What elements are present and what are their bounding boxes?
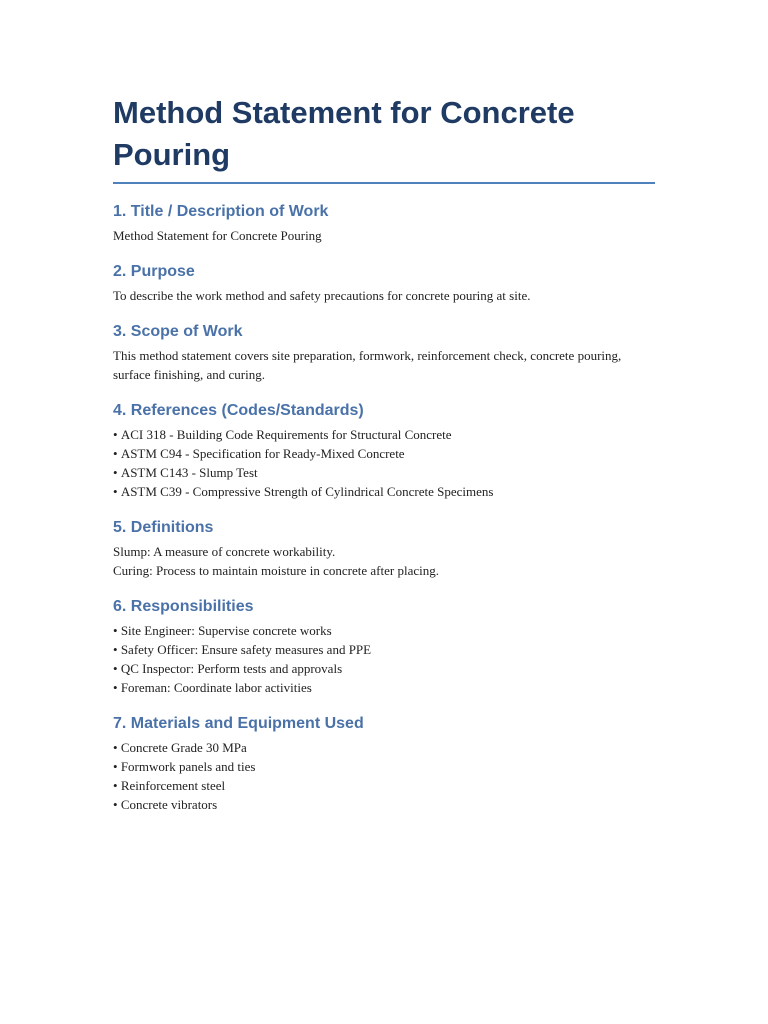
list-item: • ASTM C143 - Slump Test xyxy=(113,463,658,482)
section-heading: 4. References (Codes/Standards) xyxy=(113,402,364,419)
list-item: • Concrete Grade 30 MPa xyxy=(113,738,658,757)
section-text: Method Statement for Concrete Pouring xyxy=(113,228,322,243)
list-item: • Formwork panels and ties xyxy=(113,757,658,776)
list-item: • Safety Officer: Ensure safety measures and PPE xyxy=(113,640,658,659)
section-references xyxy=(113,401,658,501)
section-definitions xyxy=(113,518,658,580)
section-heading: 3. Scope of Work xyxy=(113,323,243,340)
definition-line: Slump: A measure of concrete workability. xyxy=(113,544,336,559)
document-title: Method Statement for Concrete Pouring xyxy=(113,95,575,172)
list-item: • Concrete vibrators xyxy=(113,795,658,814)
list-item: • ASTM C94 - Specification for Ready-Mixed Concrete xyxy=(113,444,658,463)
section-text: To describe the work method and safety precautions for concrete pouring at site. xyxy=(113,288,531,303)
section-scope xyxy=(113,322,658,384)
section-heading: 5. Definitions xyxy=(113,519,214,536)
list-item: • Site Engineer: Supervise concrete works xyxy=(113,621,658,640)
list-item: • ASTM C39 - Compressive Strength of Cylindrical Concrete Specimens xyxy=(113,482,658,501)
section-heading: 1. Title / Description of Work xyxy=(113,203,329,220)
title-divider xyxy=(113,182,655,184)
list-item: • ACI 318 - Building Code Requirements for Structural Concrete xyxy=(113,425,658,444)
section-heading: 2. Purpose xyxy=(113,263,195,280)
section-responsibilities xyxy=(113,597,658,697)
definition-line: Curing: Process to maintain moisture in concrete after placing. xyxy=(113,563,439,578)
section-heading: 7. Materials and Equipment Used xyxy=(113,715,364,732)
list-item: • Foreman: Coordinate labor activities xyxy=(113,678,658,697)
document-page xyxy=(113,92,658,831)
section-heading: 6. Responsibilities xyxy=(113,598,254,615)
section-text: This method statement covers site preparation, formwork, reinforcement check, concrete pouring, surface finishing, and curing. xyxy=(113,348,622,382)
list-item: • QC Inspector: Perform tests and approvals xyxy=(113,659,658,678)
section-purpose xyxy=(113,262,658,305)
list-item: • Reinforcement steel xyxy=(113,776,658,795)
section-materials xyxy=(113,714,658,814)
section-title-description xyxy=(113,202,658,245)
